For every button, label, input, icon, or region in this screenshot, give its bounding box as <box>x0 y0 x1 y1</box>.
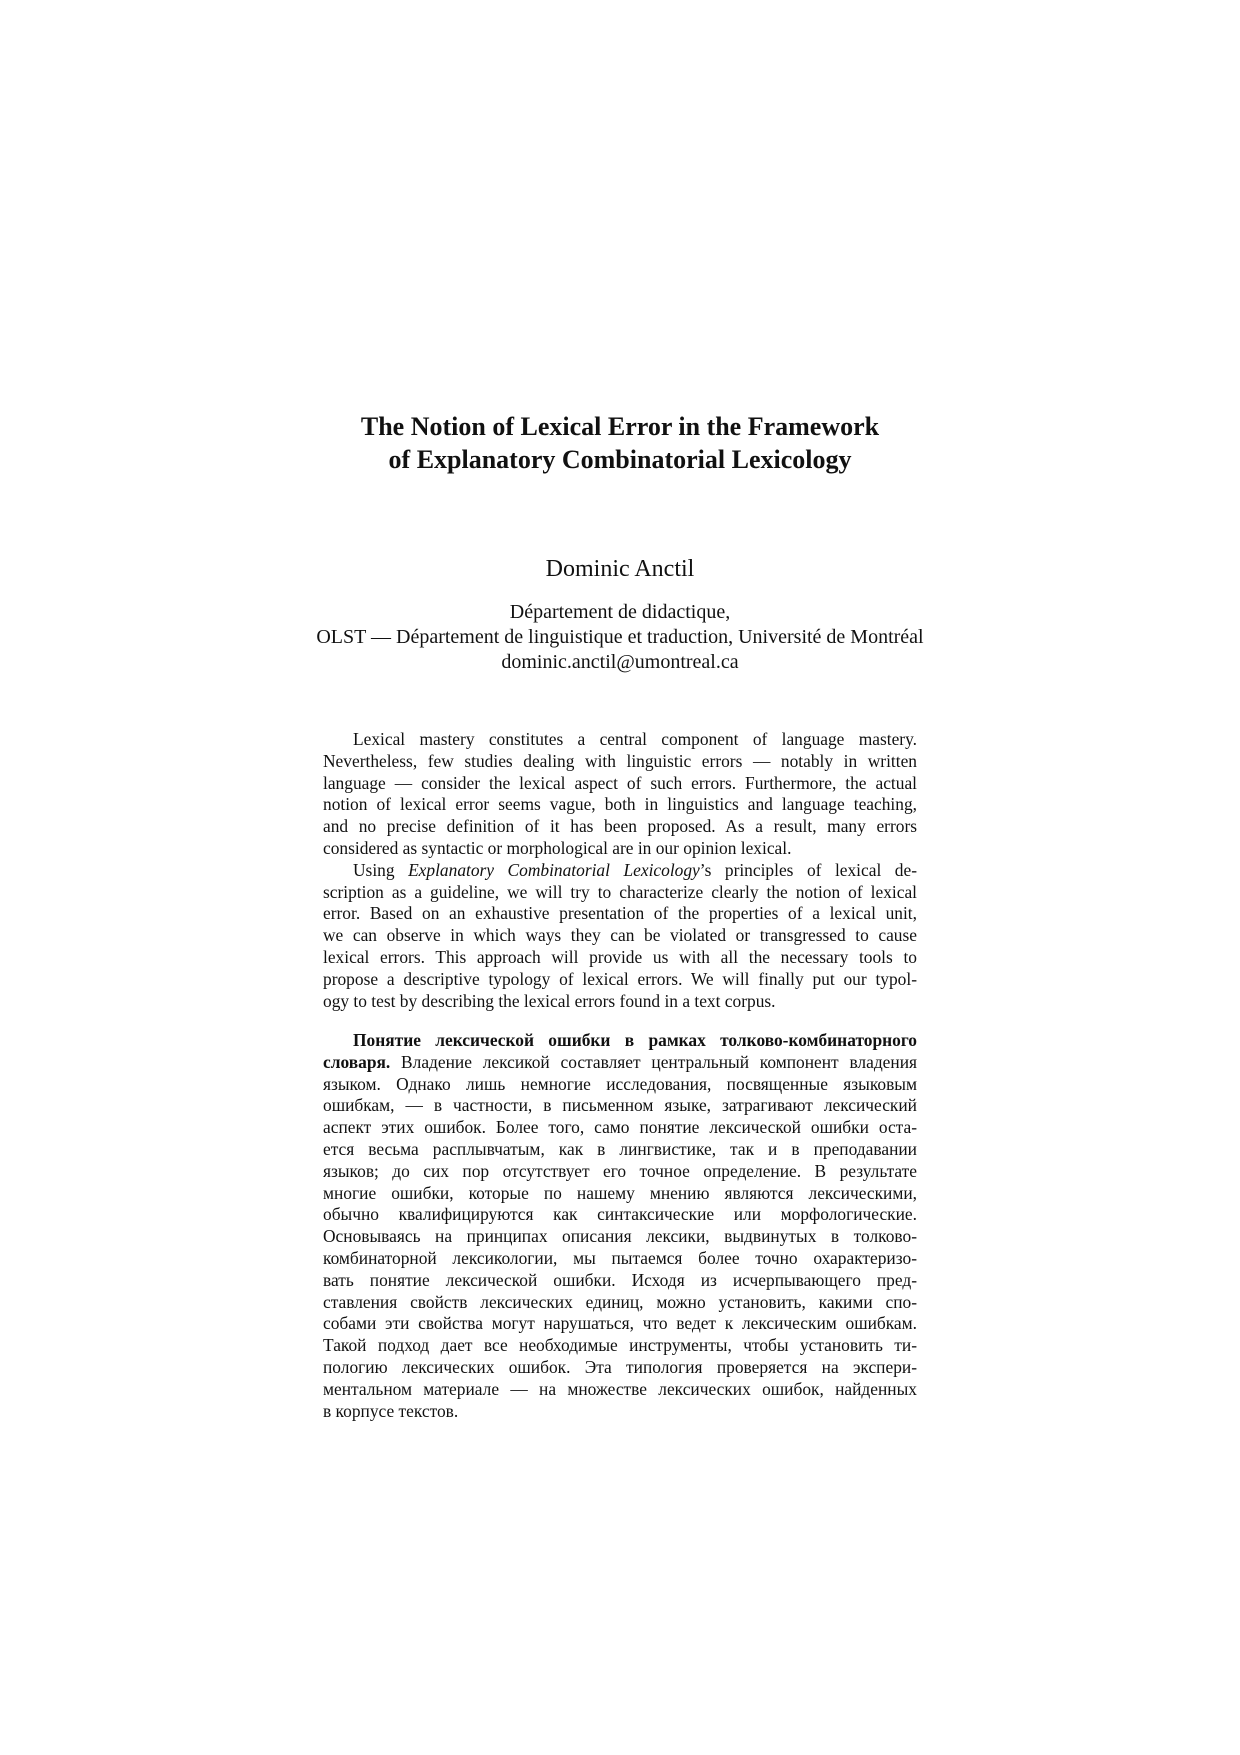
abstract-ru-line: ментальном материале — на множестве лексических ошибок, найденных <box>323 1378 917 1399</box>
abstract-ru-line-2 <box>323 1052 917 1074</box>
affiliation-line-2: OLST — Département de linguistique et traduction, Université de Montréal <box>316 626 924 648</box>
abstract-ru-line: ставления свойств лексических единиц, можно установить, какими спо- <box>323 1291 917 1312</box>
abstract-en-line: propose a descriptive typology of lexical errors. We will finally put our typol- <box>323 968 917 989</box>
abstract-ru-line: обычно квалифицируются как синтаксические или морфологические. <box>323 1204 917 1225</box>
p2-text-italic: Explanatory Combinatorial Lexicology <box>408 859 700 880</box>
abstract-ru-line: ошибкам, — в частности, в письменном языке, затрагивают лексический <box>323 1095 917 1116</box>
affiliation-line-1: Département de didactique, <box>509 601 731 623</box>
abstract-en-line: considered as syntactic or morphological are in our opinion lexical. <box>323 837 792 858</box>
abstract-ru-title-end: словаря. <box>323 1051 391 1072</box>
abstract-english <box>323 729 917 1012</box>
abstract-en-line: lexical errors. This approach will provide us with all the necessary tools to <box>323 946 917 967</box>
p2-text-post: ’s principles of lexical de- <box>699 859 917 880</box>
abstract-en-line: error. Based on an exhaustive presentation of the properties of a lexical unit, <box>323 903 917 924</box>
abstract-russian <box>323 1030 917 1422</box>
abstract-ru-line: языков; до сих пор отсутствует его точное определение. В результате <box>323 1160 917 1181</box>
abstract-en-line: Nevertheless, few studies dealing with linguistic errors — notably in written <box>323 750 917 771</box>
title-line-1: The Notion of Lexical Error in the Framework <box>360 412 880 441</box>
abstract-en-line: we can observe in which ways they can be violated or transgressed to cause <box>323 925 917 946</box>
abstract-en-line: language — consider the lexical aspect of such errors. Furthermore, the actual <box>323 772 917 793</box>
abstract-en-line: Lexical mastery constitutes a central component of language mastery. <box>353 729 917 749</box>
abstract-ru-line: аспект этих ошибок. Более того, само понятие лексической ошибки оста- <box>323 1117 917 1138</box>
abstract-ru-line: языком. Однако лишь немногие исследования, посвященные языковым <box>323 1073 917 1094</box>
abstract-ru-line: ется весьма расплывчатым, как в лингвистике, так и в преподавании <box>323 1138 917 1159</box>
abstract-ru-line: в корпусе текстов. <box>323 1400 459 1421</box>
abstract-en-line: ogy to test by describing the lexical errors found in a text corpus. <box>323 990 776 1011</box>
abstract-en-line: and no precise definition of it has been proposed. As a result, many errors <box>323 816 917 837</box>
abstract-en-line: notion of lexical error seems vague, both in linguistics and language teaching, <box>323 794 917 815</box>
abstract-en-line: scription as a guideline, we will try to characterize clearly the notion of lexical <box>323 881 917 902</box>
paper-title <box>0 410 1240 476</box>
abstract-ru-line: Такой подход дает все необходимые инструменты, чтобы установить ти- <box>323 1335 917 1356</box>
title-line-2: of Explanatory Combinatorial Lexicology <box>388 445 852 474</box>
abstract-ru-line: многие ошибки, которые по нашему мнению являются лексическими, <box>323 1182 917 1203</box>
author-name: Dominic Anctil <box>545 556 695 582</box>
author-email: dominic.anctil@umontreal.ca <box>501 651 739 673</box>
abstract-ru-title-line: Понятие лексической ошибки в рамках толково-комбинаторного <box>353 1030 917 1050</box>
abstract-en-p2-first-line <box>323 860 917 882</box>
author-affiliation <box>0 600 1240 675</box>
abstract-ru-text: Владение лексикой составляет центральный компонент владения <box>390 1051 917 1072</box>
abstract-ru-line: комбинаторной лексикологии, мы пытаемся более точно охарактеризо- <box>323 1247 917 1268</box>
abstract-ru-line: собами эти свойства могут нарушаться, что ведет к лексическим ошибкам. <box>323 1313 917 1334</box>
abstract-ru-line: вать понятие лексической ошибки. Исходя из исчерпывающего пред- <box>323 1269 917 1290</box>
abstract-ru-line: Основываясь на принципах описания лексики, выдвинутых в толково- <box>323 1226 917 1247</box>
abstract-ru-line: пологию лексических ошибок. Эта типология проверяется на экспери- <box>323 1356 917 1377</box>
p2-text-pre: Using <box>353 859 409 880</box>
